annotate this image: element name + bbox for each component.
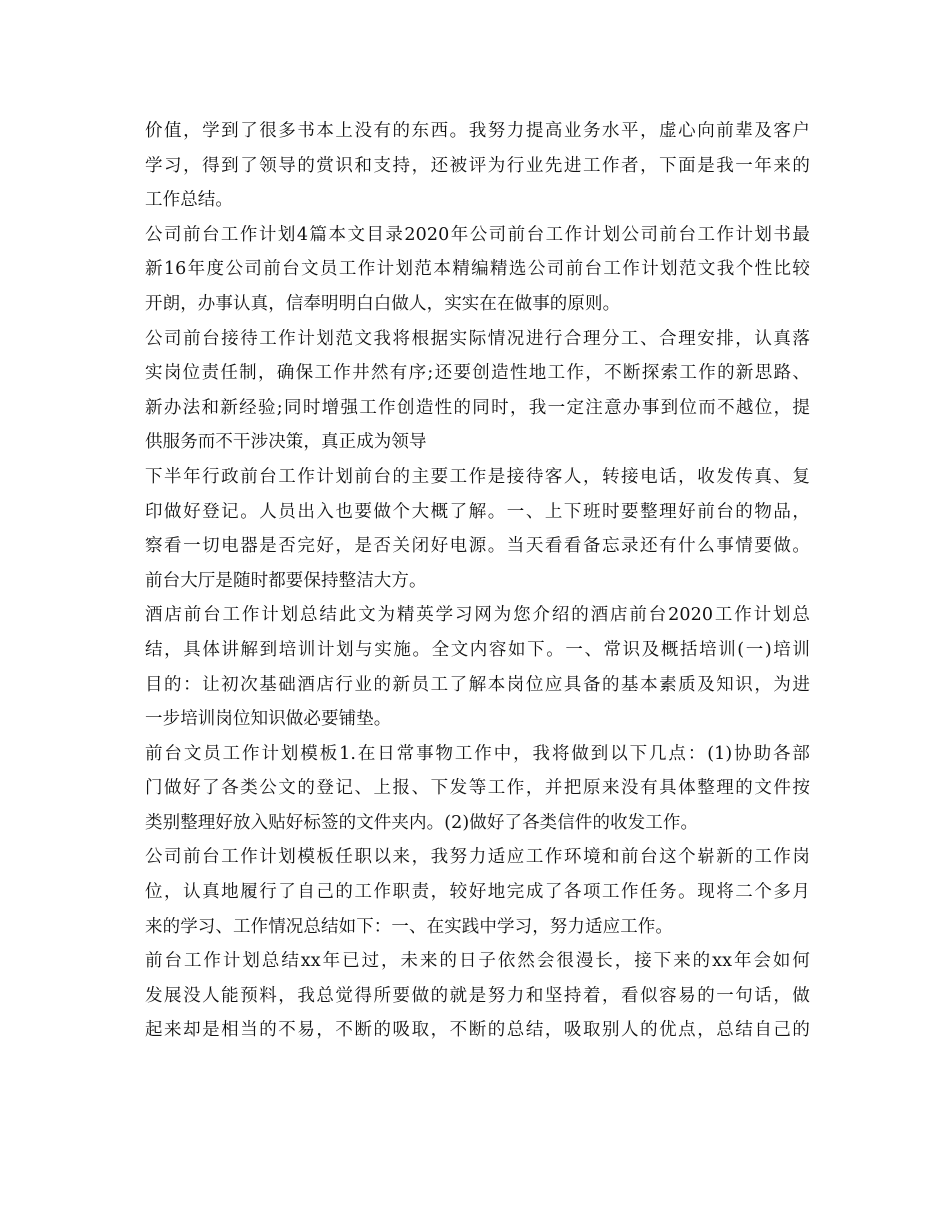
paragraph-5 (145, 598, 810, 736)
text-line: 学习，得到了领导的赏识和支持，还被评为行业先进工作者，下面是我一年来的 (145, 155, 810, 176)
text-line: 工作总结。 (145, 190, 233, 211)
paragraph-2 (145, 218, 810, 322)
text-line: 酒店前台工作计划总结此文为精英学习网为您介绍的酒店前台2020工作计划总 (145, 605, 810, 626)
text-line: 类别整理好放入贴好标签的文件夹内。(2)做好了各类信件的收发工作。 (145, 812, 699, 833)
text-line: 发展没人能预料，我总觉得所要做的就是努力和坚持着，看似容易的一句话，做 (145, 985, 810, 1006)
text-line: 来的学习、工作情况总结如下：一、在实践中学习，努力适应工作。 (145, 916, 673, 937)
text-line: 前台工作计划总结xx年已过，未来的日子依然会很漫长，接下来的xx年会如何 (145, 951, 810, 972)
text-line: 前台文员工作计划模板1.在日常事物工作中，我将做到以下几点：(1)协助各部 (145, 743, 810, 764)
text-line: 公司前台工作计划模板任职以来，我努力适应工作环境和前台这个崭新的工作岗 (145, 847, 810, 868)
document-body (145, 114, 810, 1048)
paragraph-7 (145, 840, 810, 944)
paragraph-8 (145, 944, 810, 1048)
text-line: 起来却是相当的不易，不断的吸取，不断的总结，吸取别人的优点，总结自己的 (145, 1020, 810, 1041)
text-line: 实岗位责任制，确保工作井然有序;还要创造性地工作，不断探索工作的新思路、 (145, 363, 810, 384)
text-line: 新办法和新经验;同时增强工作创造性的同时，我一定注意办事到位而不越位，提 (145, 397, 810, 418)
text-line: 新16年度公司前台文员工作计划范本精编精选公司前台工作计划范文我个性比较 (145, 259, 810, 280)
paragraph-4 (145, 460, 810, 598)
text-line: 门做好了各类公文的登记、上报、下发等工作，并把原来没有具体整理的文件按 (145, 778, 810, 799)
text-line: 目的：让初次基础酒店行业的新员工了解本岗位应具备的基本素质及知识，为进 (145, 674, 810, 695)
text-line: 察看一切电器是否完好，是否关闭好电源。当天看看备忘录还有什么事情要做。 (145, 536, 810, 557)
text-line: 一步培训岗位知识做必要铺垫。 (145, 709, 392, 730)
paragraph-1 (145, 114, 810, 218)
text-line: 价值，学到了很多书本上没有的东西。我努力提高业务水平，虚心向前辈及客户 (145, 121, 810, 141)
text-line: 位，认真地履行了自己的工作职责，较好地完成了各项工作任务。现将二个多月 (145, 882, 810, 903)
text-line: 开朗，办事认真，信奉明明白白做人，实实在在做事的原则。 (145, 293, 621, 314)
text-line: 印做好登记。人员出入也要做个大概了解。一、上下班时要整理好前台的物品， (145, 501, 810, 522)
text-line: 公司前台工作计划4篇本文目录2020年公司前台工作计划公司前台工作计划书最 (145, 224, 810, 245)
text-line: 下半年行政前台工作计划前台的主要工作是接待客人，转接电话，收发传真、复 (145, 466, 810, 487)
text-line: 供服务而不干涉决策，真正成为领导 (145, 432, 427, 453)
text-line: 公司前台接待工作计划范文我将根据实际情况进行合理分工、合理安排，认真落 (145, 328, 810, 349)
paragraph-3 (145, 322, 810, 460)
paragraph-6 (145, 737, 810, 841)
text-line: 结，具体讲解到培训计划与实施。全文内容如下。一、常识及概括培训(一)培训 (145, 639, 810, 660)
text-line: 前台大厅是随时都要保持整洁大方。 (145, 570, 427, 591)
